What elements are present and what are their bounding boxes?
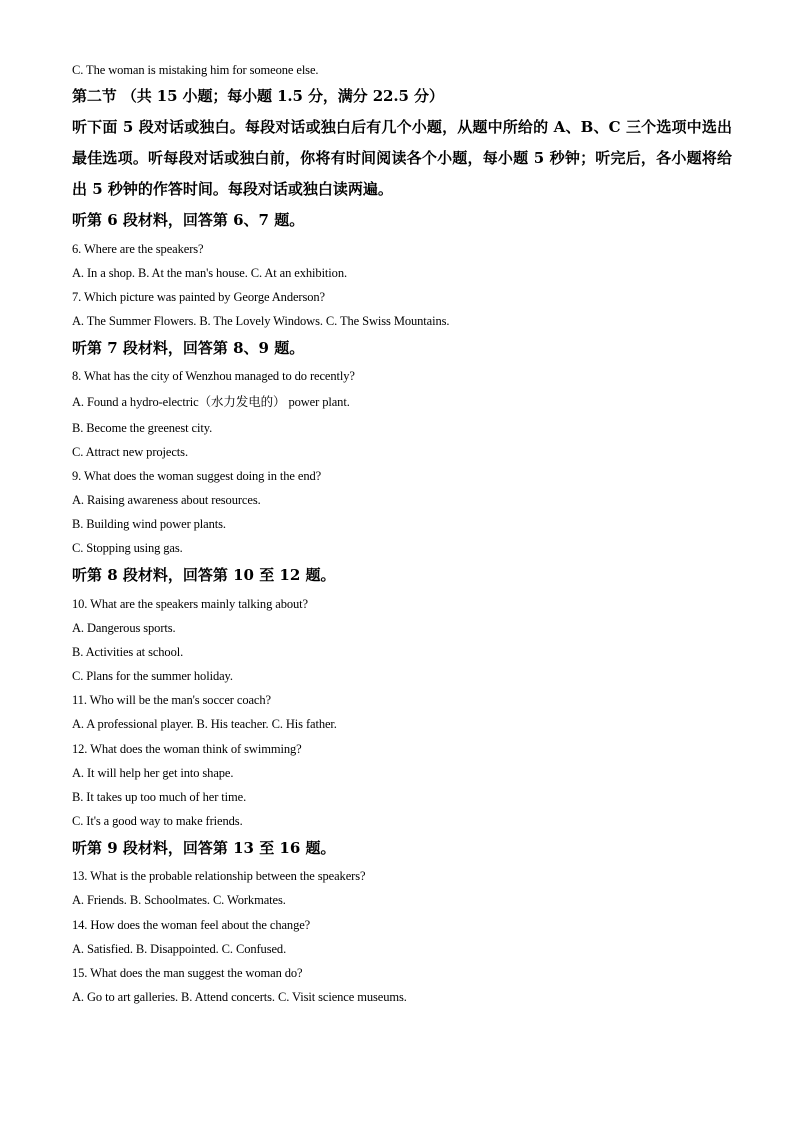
option-line: A. It will help her get into shape. [72, 766, 234, 780]
option-line: C. Attract new projects. [72, 445, 188, 459]
question-line: 6. Where are the speakers? [72, 242, 204, 256]
option-line: A. Dangerous sports. [72, 621, 176, 635]
question-line: 9. What does the woman suggest doing in the end? [72, 469, 322, 483]
option-line: A. In a shop. B. At the man's house. C. At an exhibition. [72, 266, 348, 280]
material-heading: 听第 9 段材料，回答第 13 至 16 题。 [72, 839, 336, 857]
question-line: 10. What are the speakers mainly talking about? [72, 597, 308, 611]
option-line: B. Building wind power plants. [72, 517, 226, 531]
question-line: 7. Which picture was painted by George Anderson? [72, 290, 326, 304]
option-line: A. The Summer Flowers. B. The Lovely Windows. C. The Swiss Mountains. [72, 314, 450, 328]
question-line: 15. What does the man suggest the woman do? [72, 966, 303, 980]
option-line: C. It's a good way to make friends. [72, 814, 243, 828]
question-line: 12. What does the woman think of swimming? [72, 742, 302, 756]
option-line: A. Satisfied. B. Disappointed. C. Confused. [72, 942, 287, 956]
question-line: 13. What is the probable relationship between the speakers? [72, 869, 366, 883]
option-line: C. Stopping using gas. [72, 541, 183, 555]
material-heading: 听第 7 段材料，回答第 8、9 题。 [72, 339, 305, 357]
question-line: 8. What has the city of Wenzhou managed to do recently? [72, 369, 355, 383]
option-line: A. Found a hydro-electric（水力发电的） power plant. [72, 395, 350, 409]
option-line: A. Raising awareness about resources. [72, 493, 261, 507]
instructions-paragraph: 听下面 5 段对话或独白。每段对话或独白后有几个小题，从题中所给的 A、B、C 三个选项中选出最佳选项。听每段对话或独白前，你将有时间阅读各个小题，每小题 5 秒钟；听完后，各小题将给出 5 秒钟的作答时间。每段对话或独白读两遍。 [72, 118, 732, 198]
material-heading: 听第 8 段材料，回答第 10 至 12 题。 [72, 566, 336, 584]
question-line: 11. Who will be the man's soccer coach? [72, 693, 271, 707]
option-line: C. The woman is mistaking him for someone else. [72, 63, 319, 77]
option-line: A. Go to art galleries. B. Attend concerts. C. Visit science museums. [72, 990, 407, 1004]
section-heading: 第二节 （共 15 小题；每小题 1.5 分，满分 22.5 分） [72, 87, 444, 105]
material-heading: 听第 6 段材料，回答第 6、7 题。 [72, 211, 305, 229]
option-line: A. Friends. B. Schoolmates. C. Workmates. [72, 893, 286, 907]
question-line: 14. How does the woman feel about the change? [72, 918, 311, 932]
option-line: A. A professional player. B. His teacher. C. His father. [72, 717, 337, 731]
option-line: B. It takes up too much of her time. [72, 790, 247, 804]
option-line: C. Plans for the summer holiday. [72, 669, 233, 683]
option-line: B. Become the greenest city. [72, 421, 213, 435]
option-line: B. Activities at school. [72, 645, 184, 659]
